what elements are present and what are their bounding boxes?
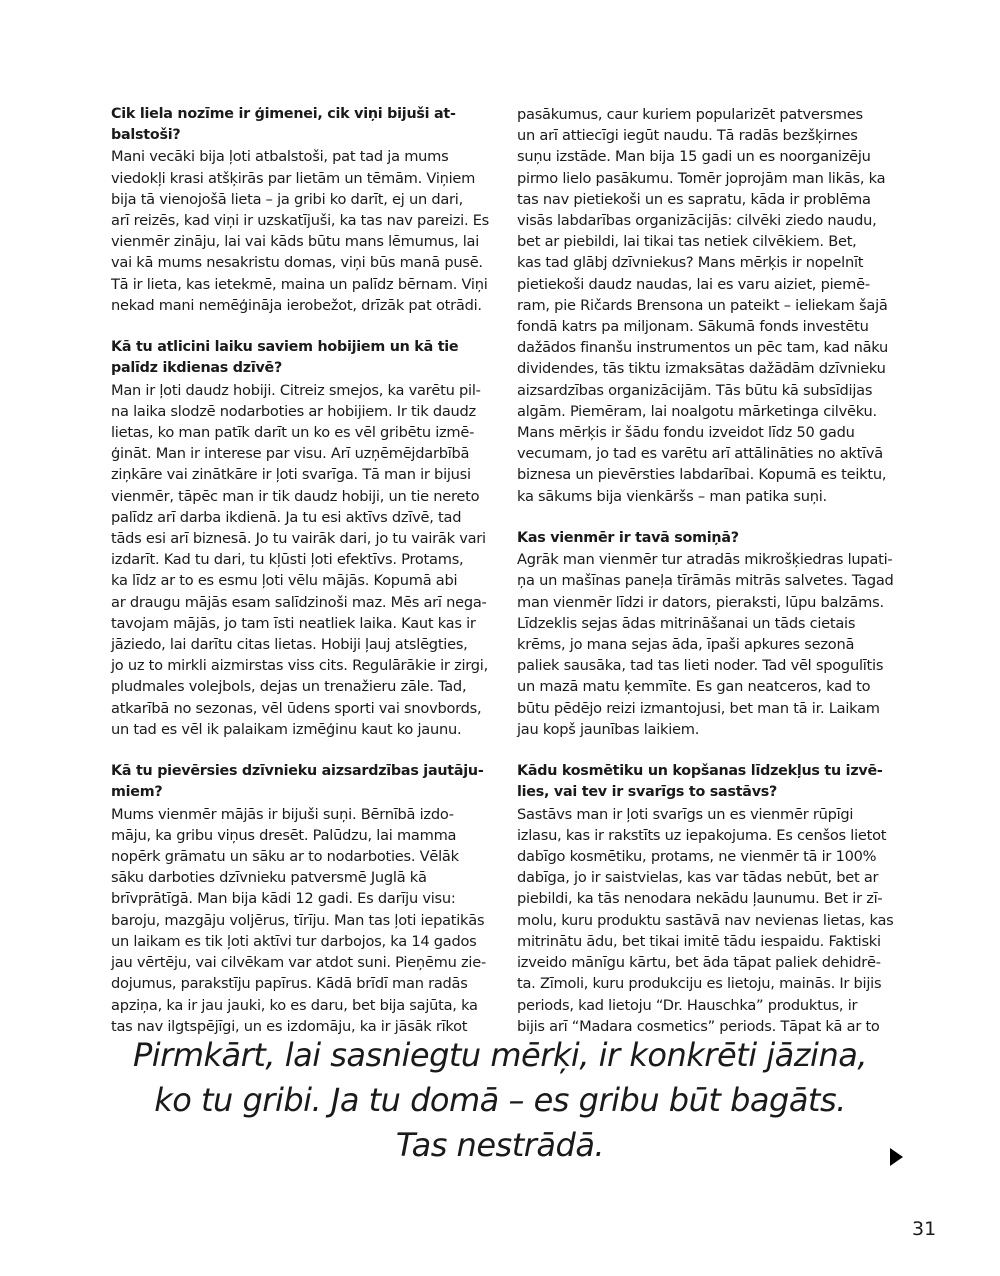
pull-quote-line: Tas nestrādā. bbox=[395, 1126, 605, 1164]
right-column bbox=[517, 104, 893, 1037]
question-hobbies: Kā tu atlicini laiku saviem hobijiem un kā tie palīdz ikdienas dzīvē? bbox=[111, 339, 459, 377]
answer-cosmetics: Sastāvs man ir ļoti svarīgs un es vienmēr rūpīgi izlasu, kas ir rakstīts uz iepakojuma. Es cenšos lietot dabīgo kosmētiku, protams, ne vienmēr tā ir 100% dabīga, jo ir saistvielas, kas var tādas nebūt, bet ar piebildi, ka tās nenodara nekādu ļaunumu. Bet ir zī- molu, kuru produktu sastāvā nav nevienas lietas, kas mitrinātu ādu, bet tikai imitē tādu iespaidu. Faktiski izveido mānīgu kārtu, bet āda tāpat paliek dehidrē- ta. Zīmoli, kuru produkciju es lietoju, mainās. Ir bijis periods, kad lietoju “Dr. Hauschka” produktus, ir bijis arī “Madara cosmetics” periods. Tāpat kā ar to bbox=[517, 805, 894, 1035]
question-handbag: Kas vienmēr ir tavā somiņā? bbox=[517, 530, 739, 547]
answer-animal-protection-continued: pasākumus, caur kuriem popularizēt patversmes un arī attiecīgi iegūt naudu. Tā radās bezšķirnes suņu izstāde. Man bija 15 gadi un es noorganizēju pirmo lielo pasākumu. Tomēr joprojām man likās, ka tas nav pietiekoši un es sapratu, kāda ir problēma visās labdarības organizācijās: cilvēki ziedo naudu, bet ar piebildi, lai tikai tas netiek cilvēkiem. Bet, kas tad glābj dzīvniekus? Mans mērķis ir nopelnīt pietiekoši daudz naudas, lai es varu aiziet, piemē- ram, pie Ričards Brensona un pateikt – ieliekam šajā fondā katrs pa miljonam. Sākumā fonds investētu dažādos finanšu instrumentos un pēc tam, kad nāku dividendes, tās tiktu izmaksātas dažādām dzīvnieku aizsardzības organizācijām. Tās būtu kā subsīdijas algām. Piemēram, lai noalgotu mārketinga cilvēku. Mans mērķis ir šādu fondu izveidot līdz 50 gadu vecumam, jo tad es varētu arī attālināties no aktīvā biznesa un pievērsties labdarībai. Kopumā es teiktu, ka sākums bija vienkāršs – man patika suņi. bbox=[517, 106, 889, 505]
page-number: 31 bbox=[912, 1218, 937, 1240]
answer-hobbies: Man ir ļoti daudz hobiji. Citreiz smejos, ka varētu pil- na laika slodzē nodarboties ar hobijiem. Ir tik daudz lietas, ko man patīk darīt un ko es vēl gribētu izmē- ģināt. Man ir interese par visu. Arī uzņēmējdarbībā ziņkāre vai zinātkāre ir ļoti svarīga. Tā man ir bijusi vienmēr, tāpēc man ir tik daudz hobiji, un tie nereto palīdz arī darba ikdienā. Ja tu esi aktīvs dzīvē, tad tāds esi arī biznesā. Jo tu vairāk dari, jo tu vairāk vari izdarīt. Kad tu dari, tu kļūsti ļoti efektīvs. Protams, ka līdz ar to es esmu ļoti vēlu mājās. Kopumā abi ar draugu mājās esam salīdzinoši maz. Mēs arī nega- tavojam mājās, jo tam īsti neatliek laika. Kaut kas ir jāziedo, lai darītu citas lietas. Hobiji ļauj atslēgties, jo uz to mirkli aizmirstas viss cits. Regulārākie ir zirgi, pludmales volejbols, dejas un trenažieru zāle. Tad, atkarībā no sezonas, vēl ūdens sporti vai snovbords, un tad es vēl ik palaikam izmēģinu kaut ko jaunu. bbox=[111, 381, 488, 738]
pull-quote-line: Pirmkārt, lai sasniegtu mērķi, ir konkrēti jāzina, bbox=[132, 1036, 867, 1074]
answer-animal-protection: Mums vienmēr mājās ir bijuši suņi. Bērnībā izdo- māju, ka gribu viņus dresēt. Palūdzu, lai mamma nopērk grāmatu un sāku ar to nodarboties. Vēlāk sāku darboties dzīvnieku patversmē Juglā kā brīvprātīgā. Man bija kādi 12 gadi. Es darīju visu: baroju, mazgāju voljērus, tīrīju. Man tas ļoti iepatikās un laikam es tik ļoti aktīvi tur darbojos, ka 14 gados jau vērtēju, vai cilvēkam var atdot suni. Pieņēmu zie- dojumus, parakstīju papīrus. Kādā brīdī man radās apziņa, ka ir jau jauki, ko es daru, bet bija sajūta, ka tas nav ilgtspējīgi, un es izdomāju, ka ir jāsāk rīkot bbox=[111, 805, 486, 1035]
answer-handbag: Agrāk man vienmēr tur atradās mikrošķiedras lupati- ņa un mašīnas paneļa tīrāmās mitrās salvetes. Tagad man vienmēr līdzi ir dators, pieraksti, lūpu balzāms. Līdzeklis sejas ādas mitrināšanai un tāds cietais krēms, jo mana sejas āda, īpaši apkures sezonā paliek sausāka, tad tas lieti noder. Tad vēl spogulītis un mazā matu ķemmīte. Es gan neatceros, kad to būtu pēdējo reizi izmantojusi, bet man tā ir. Laikam jau kopš jaunības laikiem. bbox=[517, 551, 894, 738]
left-column bbox=[111, 104, 490, 1037]
question-family: Cik liela nozīme ir ģimenei, cik viņi bijuši at- balstoši? bbox=[111, 106, 456, 144]
pull-quote-line: ko tu gribi. Ja tu domā – es gribu būt bagāts. bbox=[154, 1081, 846, 1119]
pull-quote bbox=[80, 1033, 920, 1168]
answer-family: Mani vecāki bija ļoti atbalstoši, pat tad ja mums viedokļi krasi atšķirās par lietām un tēmām. Viņiem bija tā vienojošā lieta – ja gribi ko darīt, ej un dari, arī reizēs, kad viņi ir uzskatījuši, ka tas nav pareizi. Es vienmēr zināju, lai vai kāds būtu mans lēmumus, lai vai kā mums nesakristu domas, viņi būs manā pusē. Tā ir lieta, kas ietekmē, maina un palīdz bērnam. Viņi nekad mani nemēģināja ierobežot, drīzāk pat otrādi. bbox=[111, 148, 490, 314]
question-animal-protection: Kā tu pievērsies dzīvnieku aizsardzības jautāju- miem? bbox=[111, 763, 484, 801]
play-triangle-icon bbox=[890, 1148, 903, 1166]
question-cosmetics: Kādu kosmētiku un kopšanas līdzekļus tu izvē- lies, vai tev ir svarīgs to sastāvs? bbox=[517, 763, 883, 801]
